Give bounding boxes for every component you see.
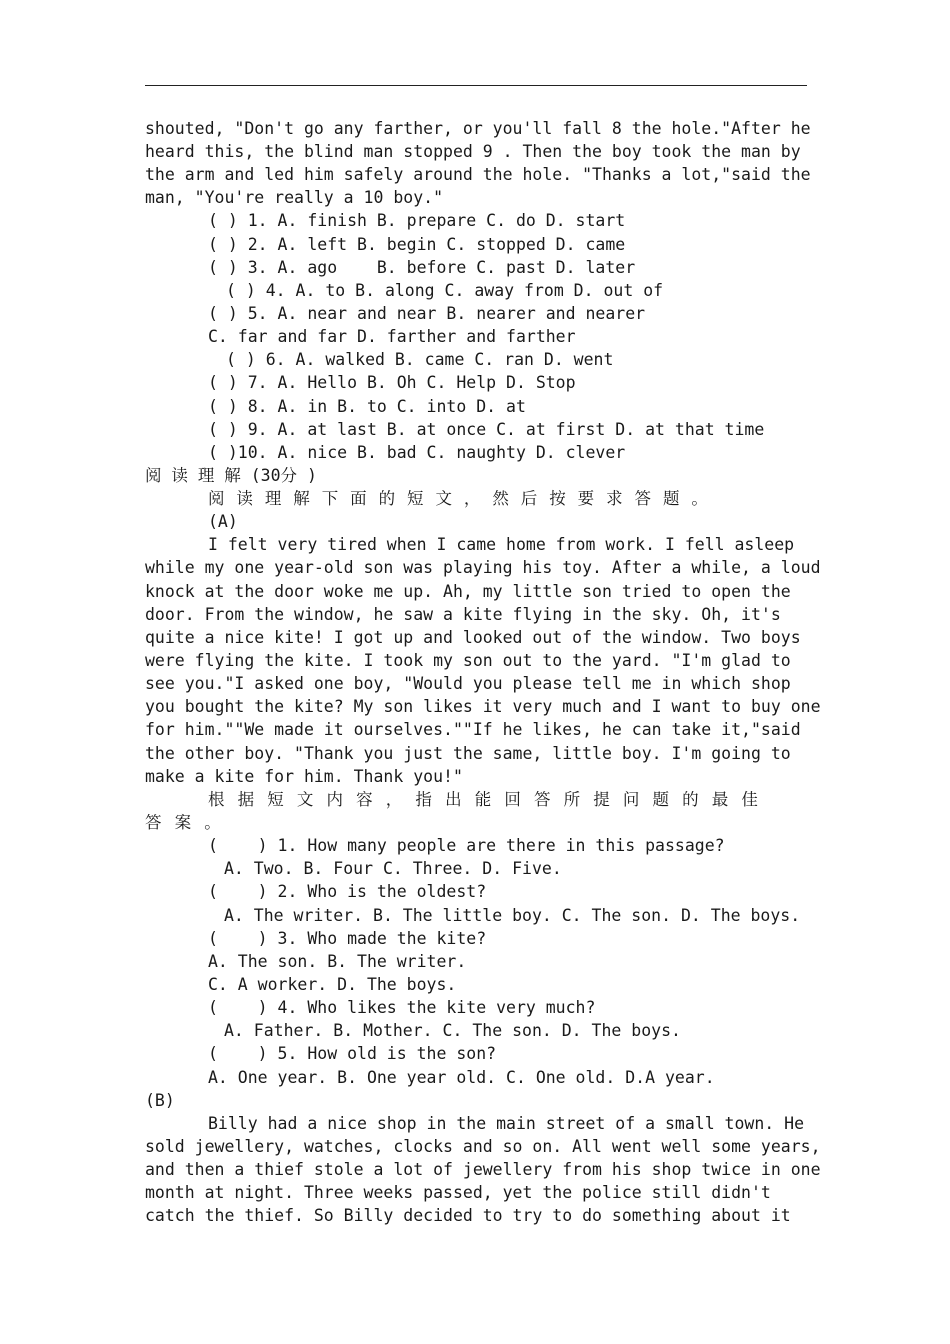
passage-line: the other boy. "Thank you just the same, little boy. I'm going to bbox=[145, 744, 791, 763]
passage-line: sold jewellery, watches, clocks and so on. All went well some years, bbox=[145, 1137, 821, 1156]
question-options: A. The writer. B. The little boy. C. The son. D. The boys. bbox=[224, 906, 801, 925]
cloze-option: ( ) 5. A. near and near B. nearer and nearer bbox=[208, 304, 646, 323]
cloze-option: C. far and far D. farther and farther bbox=[208, 327, 576, 346]
cloze-line: heard this, the blind man stopped 9 . Then the boy took the man by bbox=[145, 142, 801, 161]
passage-line: see you."I asked one boy, "Would you please tell me in which shop bbox=[145, 674, 791, 693]
passage-line: make a kite for him. Thank you!" bbox=[145, 767, 463, 786]
question-options: A. The son. B. The writer. bbox=[208, 952, 467, 971]
question-options: A. One year. B. One year old. C. One old. D.A year. bbox=[208, 1068, 715, 1087]
cloze-line: the arm and led him safely around the hole. "Thanks a lot,"said the bbox=[145, 165, 811, 184]
cloze-option: ( ) 9. A. at last B. at once C. at first D. at that time bbox=[208, 420, 765, 439]
header-rule bbox=[145, 85, 807, 86]
cloze-option: ( ) 2. A. left B. begin C. stopped D. came bbox=[208, 235, 626, 254]
question: ( ) 3. Who made the kite? bbox=[208, 929, 487, 948]
cloze-option: ( ) 7. A. Hello B. Oh C. Help D. Stop bbox=[208, 373, 576, 392]
cloze-option: ( ) 4. A. to B. along C. away from D. out of bbox=[226, 281, 664, 300]
section-heading: 阅 读 理 解 (30分 ) bbox=[145, 466, 317, 485]
passage-line: quite a nice kite! I got up and looked out of the window. Two boys bbox=[145, 628, 801, 647]
question-options: C. A worker. D. The boys. bbox=[208, 975, 457, 994]
question-instruction: 根 据 短 文 内 容 ， 指 出 能 回 答 所 提 问 题 的 最 佳 bbox=[208, 790, 760, 809]
passage-line: door. From the window, he saw a kite flying in the sky. Oh, it's bbox=[145, 605, 781, 624]
passage-line: Billy had a nice shop in the main street of a small town. He bbox=[208, 1114, 805, 1133]
section-instruction: 阅 读 理 解 下 面 的 短 文 ， 然 后 按 要 求 答 题 。 bbox=[208, 489, 709, 508]
question-options: A. Father. B. Mother. C. The son. D. The boys. bbox=[224, 1021, 681, 1040]
cloze-line: man, "You're really a 10 boy." bbox=[145, 188, 444, 207]
question: ( ) 1. How many people are there in this passage? bbox=[208, 836, 725, 855]
cloze-option: ( ) 6. A. walked B. came C. ran D. went bbox=[226, 350, 614, 369]
question: ( ) 2. Who is the oldest? bbox=[208, 882, 487, 901]
passage-line: I felt very tired when I came home from work. I fell asleep bbox=[208, 535, 795, 554]
passage-line: for him.""We made it ourselves.""If he likes, he can take it,"said bbox=[145, 720, 801, 739]
question-options: A. Two. B. Four C. Three. D. Five. bbox=[224, 859, 562, 878]
question: ( ) 5. How old is the son? bbox=[208, 1044, 497, 1063]
passage-line: month at night. Three weeks passed, yet the police still didn't bbox=[145, 1183, 771, 1202]
passage-line: and then a thief stole a lot of jewellery from his shop twice in one bbox=[145, 1160, 821, 1179]
passage-label: (B) bbox=[145, 1091, 175, 1110]
cloze-option: ( ) 3. A. ago B. before C. past D. later bbox=[208, 258, 636, 277]
passage-line: you bought the kite? My son likes it very much and I want to buy one bbox=[145, 697, 821, 716]
cloze-option: ( )10. A. nice B. bad C. naughty D. clever bbox=[208, 443, 626, 462]
cloze-option: ( ) 1. A. finish B. prepare C. do D. start bbox=[208, 211, 626, 230]
question: ( ) 4. Who likes the kite very much? bbox=[208, 998, 596, 1017]
cloze-option: ( ) 8. A. in B. to C. into D. at bbox=[208, 397, 526, 416]
passage-line: while my one year-old son was playing his toy. After a while, a loud bbox=[145, 558, 821, 577]
passage-label: (A) bbox=[208, 512, 238, 531]
passage-line: catch the thief. So Billy decided to try to do something about it bbox=[145, 1206, 791, 1225]
passage-line: were flying the kite. I took my son out to the yard. "I'm glad to bbox=[145, 651, 791, 670]
cloze-line: shouted, "Don't go any farther, or you'll fall 8 the hole."After he bbox=[145, 119, 811, 138]
passage-line: knock at the door woke me up. Ah, my little son tried to open the bbox=[145, 582, 791, 601]
question-instruction: 答 案 。 bbox=[145, 813, 223, 832]
